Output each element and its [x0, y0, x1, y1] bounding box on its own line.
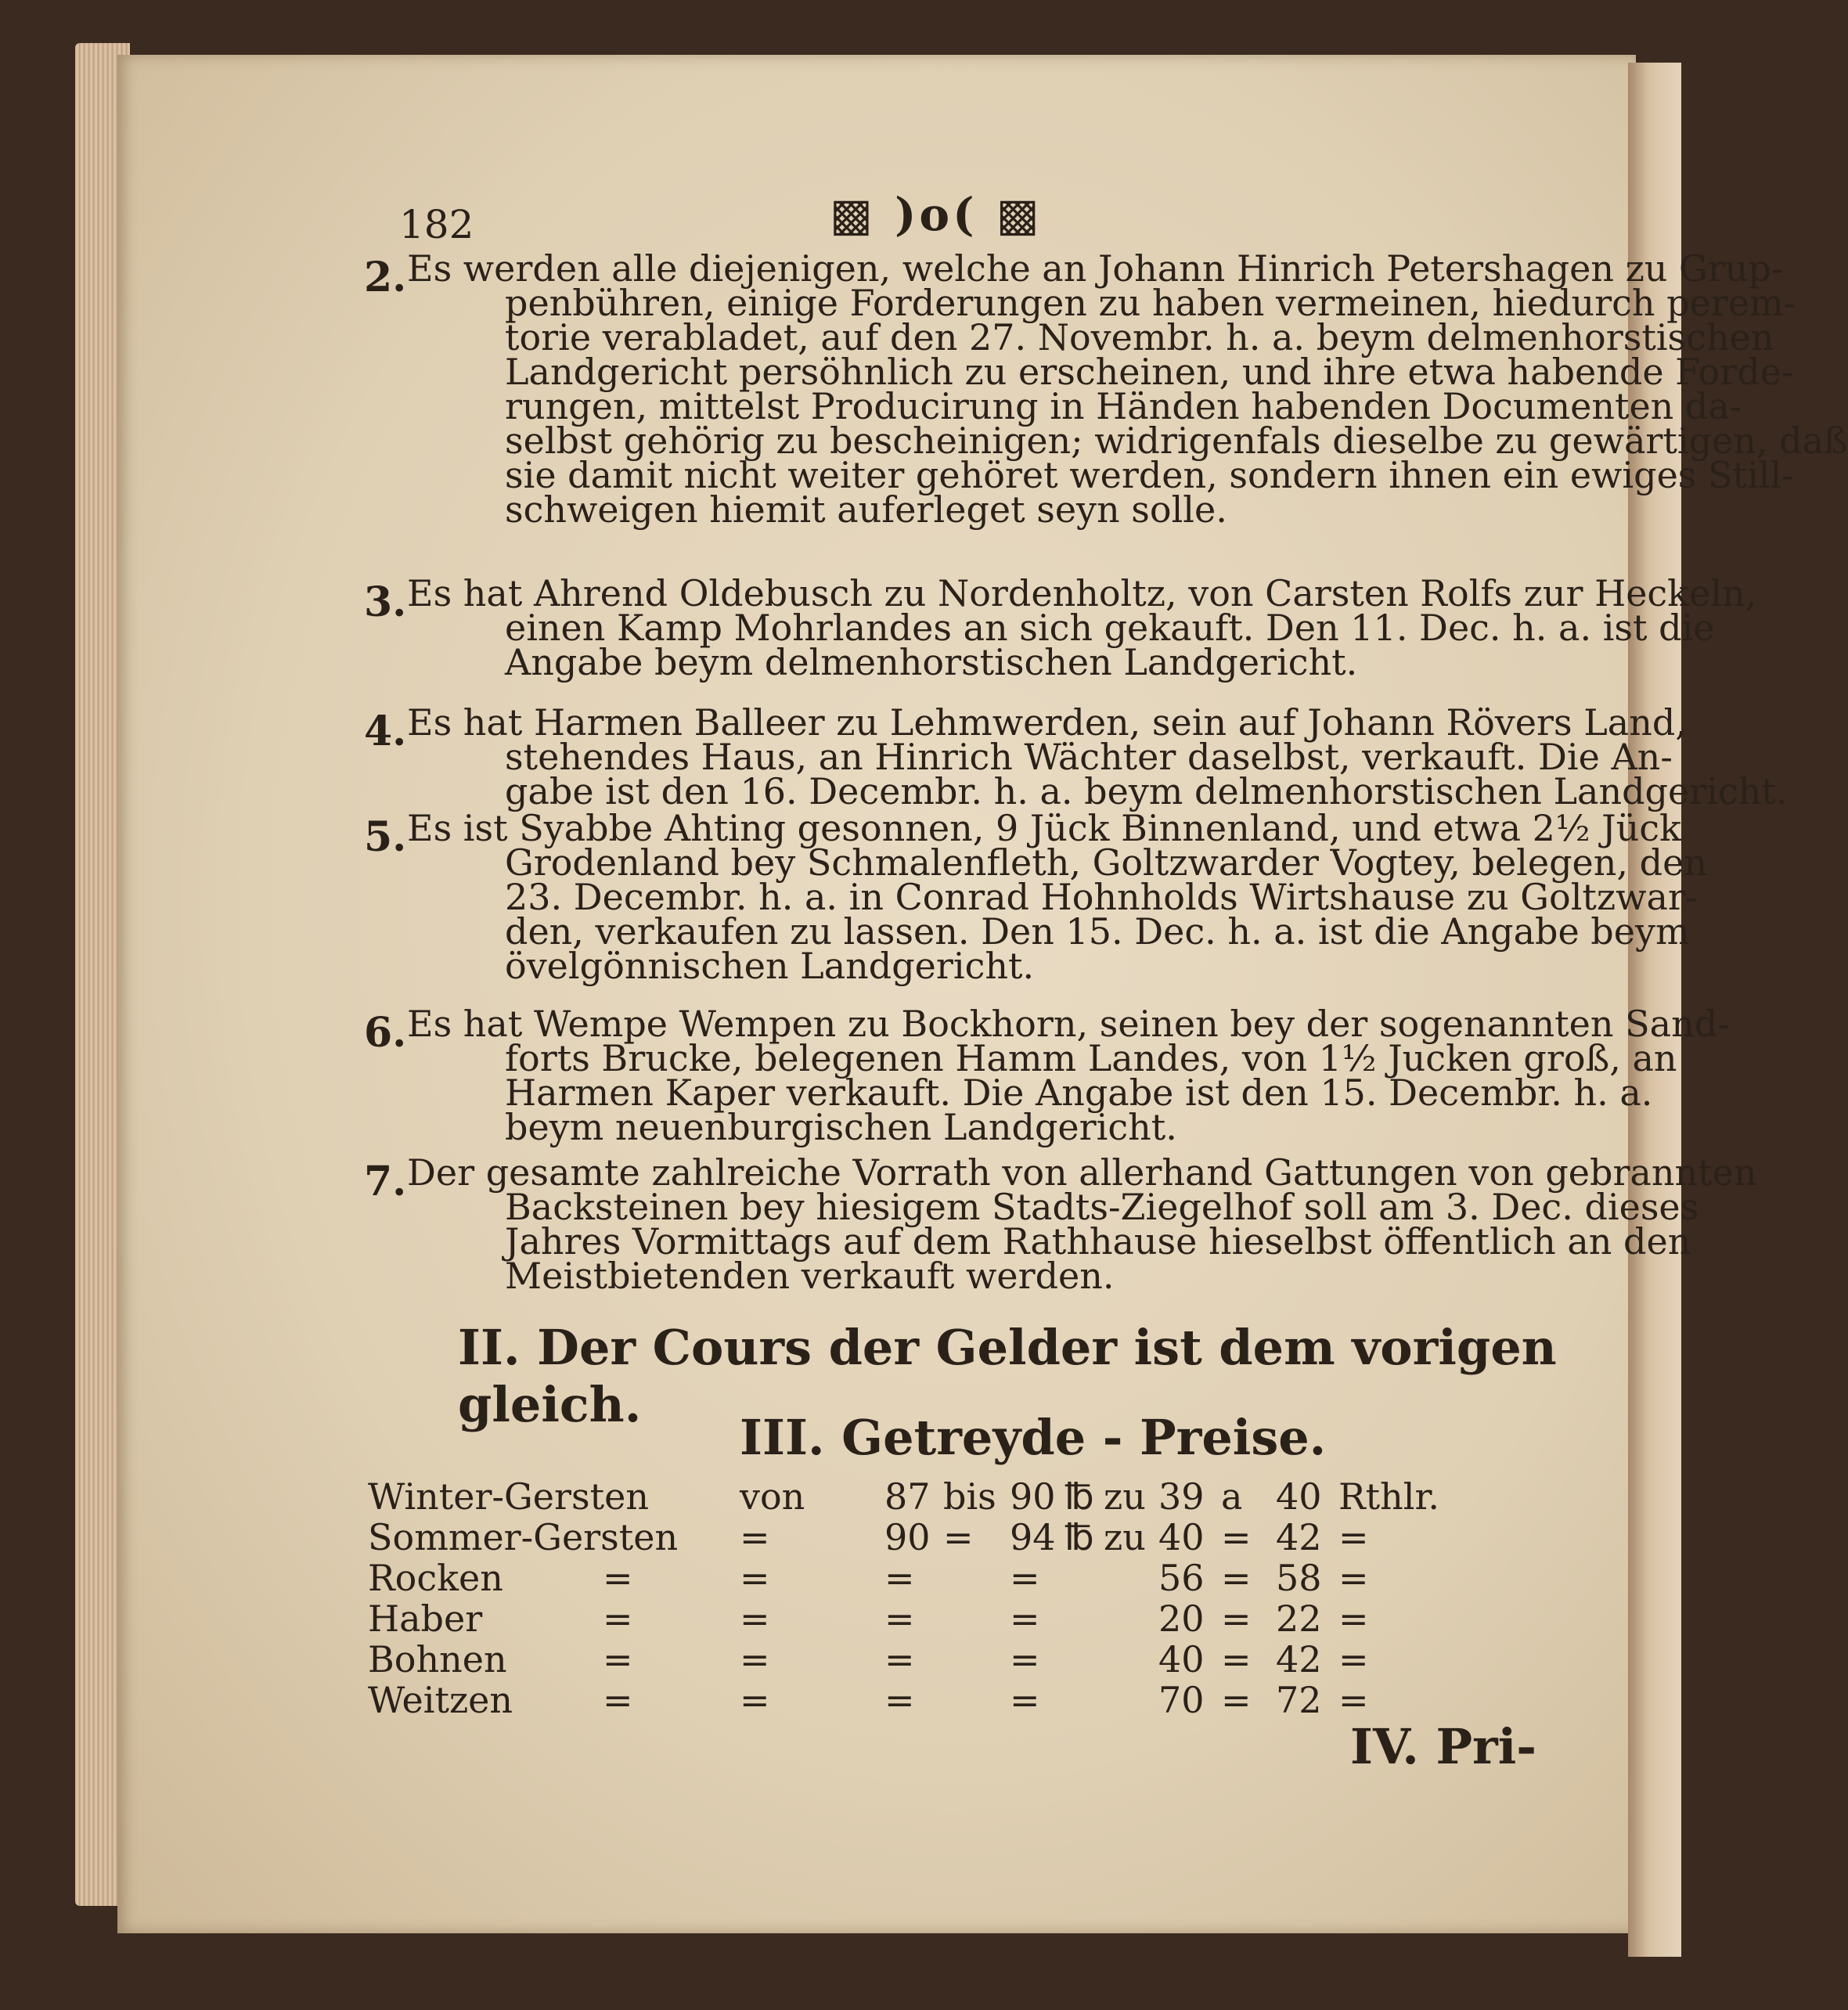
price-cell-c1: =	[603, 1557, 633, 1599]
price-cell-c3: 90	[884, 1516, 931, 1558]
grain-name: Weitzen	[368, 1679, 513, 1721]
entry-number: 3.	[364, 578, 407, 626]
entry-text-line: Es werden alle diejenigen, welche an Johann Hinrich Petershagen zu Grup-	[407, 247, 1784, 290]
price-cell-sep: a	[1221, 1475, 1243, 1518]
entry-number: 6.	[364, 1009, 407, 1057]
entry-number: 2.	[364, 254, 407, 301]
grain-name: Winter-Gersten	[368, 1475, 649, 1518]
price-cell-c3: 87	[884, 1475, 931, 1518]
price-cell-to: 42	[1276, 1516, 1322, 1558]
price-cell-unit: =	[1338, 1557, 1369, 1599]
price-cell-c3: =	[884, 1638, 915, 1680]
price-cell-from: 56	[1158, 1557, 1205, 1599]
price-cell-from: 39	[1158, 1475, 1205, 1518]
entry-text-line: Meistbietenden verkauft werden.	[505, 1255, 1115, 1297]
entry-text-line: 23. Decembr. h. a. in Conrad Hohnholds Wirtshause zu Goltzwar-	[505, 876, 1698, 918]
price-cell-c3: =	[884, 1598, 915, 1640]
entry-text-line: den, verkaufen zu lassen. Den 15. Dec. h. a. ist die Angabe beym	[505, 910, 1690, 953]
price-cell-sep: =	[1221, 1638, 1252, 1680]
price-cell-to: 40	[1276, 1475, 1322, 1518]
price-cell-from: 40	[1158, 1638, 1205, 1680]
price-cell-sep: =	[1221, 1598, 1252, 1640]
price-cell-to: 22	[1276, 1598, 1322, 1640]
running-head-ornament: ▩ )o( ▩	[830, 188, 1043, 241]
entry-text-line: penbühren, einige Forderungen zu haben vermeinen, hiedurch perem-	[505, 282, 1796, 324]
price-cell-to: 58	[1276, 1557, 1322, 1599]
entry-text-line: Landgericht persöhnlich zu erscheinen, und ihre etwa habende Forde-	[505, 351, 1794, 393]
price-cell-unit: Rthlr.	[1338, 1475, 1440, 1518]
entry-text-line: schweigen hiemit auferleget seyn solle.	[505, 488, 1227, 531]
price-cell-c5: 94	[1010, 1516, 1056, 1558]
page-number: 182	[399, 202, 474, 247]
entry-text-line: övelgönnischen Landgericht.	[505, 945, 1035, 987]
price-cell-sep: =	[1221, 1557, 1252, 1599]
catchword: IV. Pri-	[1350, 1718, 1537, 1775]
entry-text-line: Der gesamte zahlreiche Vorrath von allerhand Gattungen von gebrannten	[407, 1151, 1757, 1194]
price-cell-c5: =	[1010, 1598, 1040, 1640]
entry-text-line: einen Kamp Mohrlandes an sich gekauft. Den 11. Dec. h. a. ist die	[505, 607, 1715, 649]
price-cell-c2: =	[740, 1516, 770, 1558]
price-cell-c2: =	[740, 1679, 770, 1721]
price-cell-c3: =	[884, 1679, 915, 1721]
section-ii-heading: II. Der Cours der Gelder ist dem vorigen gleich.	[458, 1319, 1557, 1433]
price-cell-unit: =	[1338, 1679, 1369, 1721]
price-cell-from: 40	[1158, 1516, 1205, 1558]
price-cell-c1: =	[603, 1679, 633, 1721]
entry-text-line: Grodenland bey Schmalenfleth, Goltzwarder Vogtey, belegen, den	[505, 841, 1707, 884]
grain-name: Haber	[368, 1598, 483, 1640]
entry-text-line: stehendes Haus, an Hinrich Wächter daselbst, verkauft. Die An-	[505, 736, 1673, 778]
entry-text-line: torie verabladet, auf den 27. Novembr. h. a. beym delmenhorstischen	[505, 316, 1774, 358]
price-cell-c5: =	[1010, 1679, 1040, 1721]
entry-text-line: Es hat Harmen Balleer zu Lehmwerden, sein auf Johann Rövers Land,	[407, 701, 1687, 744]
price-cell-c2: =	[740, 1598, 770, 1640]
price-cell-c4: =	[943, 1516, 974, 1558]
entry-number: 5.	[364, 813, 407, 861]
entry-text-line: Es ist Syabbe Ahting gesonnen, 9 Jück Binnenland, und etwa 2½ Jück	[407, 807, 1681, 849]
price-cell-to: 72	[1276, 1679, 1322, 1721]
price-cell-c2: =	[740, 1557, 770, 1599]
entry-text-line: sie damit nicht weiter gehöret werden, sondern ihnen ein ewiges Still-	[505, 454, 1794, 496]
price-cell-c6: ℔	[1064, 1516, 1094, 1558]
price-cell-c7: zu	[1104, 1475, 1146, 1518]
entry-text-line: gabe ist den 16. Decembr. h. a. beym delmenhorstischen Landgericht.	[505, 770, 1788, 812]
price-cell-sep: =	[1221, 1679, 1252, 1721]
price-cell-from: 20	[1158, 1598, 1205, 1640]
entry-number: 4.	[364, 708, 407, 755]
entry-text-line: Es hat Wempe Wempen zu Bockhorn, seinen bey der sogenannten Sand-	[407, 1003, 1730, 1045]
entry-text-line: rungen, mittelst Producirung in Händen habenden Documenten da-	[505, 385, 1742, 427]
entry-text-line: Backsteinen bey hiesigem Stadts-Ziegelhof soll am 3. Dec. dieses	[505, 1186, 1699, 1228]
price-cell-c5: =	[1010, 1557, 1040, 1599]
price-cell-sep: =	[1221, 1516, 1252, 1558]
entry-text-line: Harmen Kaper verkauft. Die Angabe ist den 15. Decembr. h. a.	[505, 1072, 1653, 1114]
price-cell-c1: =	[603, 1638, 633, 1680]
price-cell-unit: =	[1338, 1598, 1369, 1640]
entry-text-line: selbst gehörig zu bescheinigen; widrigenfals dieselbe zu gewärtigen, daß	[505, 420, 1848, 462]
entry-text-line: forts Brucke, belegenen Hamm Landes, von 1½ Jucken groß, an	[505, 1037, 1677, 1079]
price-cell-to: 42	[1276, 1638, 1322, 1680]
price-cell-unit: =	[1338, 1638, 1369, 1680]
price-cell-c2: =	[740, 1638, 770, 1680]
price-cell-c7: zu	[1104, 1516, 1146, 1558]
price-cell-unit: =	[1338, 1516, 1369, 1558]
entry-text-line: Angabe beym delmenhorstischen Landgericht.	[505, 641, 1358, 683]
price-cell-c6: ℔	[1064, 1475, 1094, 1518]
grain-name: Bohnen	[368, 1638, 507, 1680]
section-iii-heading: III. Getreyde - Preise.	[740, 1409, 1327, 1466]
price-cell-c4: bis	[943, 1475, 996, 1518]
entry-text-line: Jahres Vormittags auf dem Rathhause hieselbst öffentlich an den	[505, 1220, 1691, 1263]
grain-name: Sommer-Gersten	[368, 1516, 679, 1558]
price-cell-c5: =	[1010, 1638, 1040, 1680]
price-cell-c5: 90	[1010, 1475, 1056, 1518]
price-cell-c2: von	[740, 1475, 805, 1518]
entry-number: 7.	[364, 1158, 407, 1205]
grain-name: Rocken	[368, 1557, 503, 1599]
entry-text-line: beym neuenburgischen Landgericht.	[505, 1106, 1177, 1148]
entry-text-line: Es hat Ahrend Oldebusch zu Nordenholtz, von Carsten Rolfs zur Heckeln,	[407, 572, 1757, 614]
price-cell-from: 70	[1158, 1679, 1205, 1721]
price-cell-c1: =	[603, 1598, 633, 1640]
price-cell-c3: =	[884, 1557, 915, 1599]
